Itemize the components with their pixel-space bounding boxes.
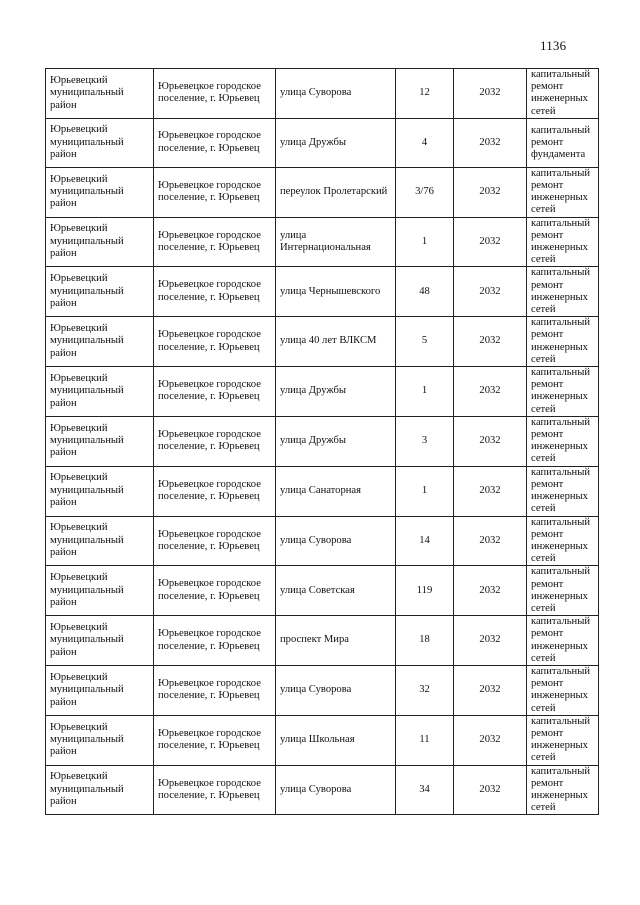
street-cell: улица 40 лет ВЛКСМ	[276, 317, 396, 367]
house-number-cell: 18	[396, 616, 454, 666]
year-cell: 2032	[454, 715, 527, 765]
house-number-cell: 14	[396, 516, 454, 566]
street-cell: улица Дружбы	[276, 416, 396, 466]
settlement-cell: Юрьевецкое городское поселение, г. Юрьевец	[154, 566, 276, 616]
work-type-cell: капитальный ремонт инженерных сетей	[527, 765, 599, 815]
house-number-cell: 119	[396, 566, 454, 616]
settlement-cell: Юрьевецкое городское поселение, г. Юрьевец	[154, 267, 276, 317]
street-cell: улица Дружбы	[276, 118, 396, 167]
district-cell: Юрьевецкий муниципальный район	[46, 566, 154, 616]
district-cell: Юрьевецкий муниципальный район	[46, 267, 154, 317]
table-row	[46, 267, 599, 317]
district-cell: Юрьевецкий муниципальный район	[46, 416, 154, 466]
table-row	[46, 616, 599, 666]
house-number-cell: 48	[396, 267, 454, 317]
house-number-cell: 5	[396, 317, 454, 367]
district-cell: Юрьевецкий муниципальный район	[46, 765, 154, 815]
year-cell: 2032	[454, 516, 527, 566]
year-cell: 2032	[454, 765, 527, 815]
year-cell: 2032	[454, 416, 527, 466]
district-cell: Юрьевецкий муниципальный район	[46, 616, 154, 666]
district-cell: Юрьевецкий муниципальный район	[46, 317, 154, 367]
work-type-cell: капитальный ремонт инженерных сетей	[527, 715, 599, 765]
table-row	[46, 367, 599, 417]
year-cell: 2032	[454, 367, 527, 417]
settlement-cell: Юрьевецкое городское поселение, г. Юрьевец	[154, 715, 276, 765]
year-cell: 2032	[454, 118, 527, 167]
table-row	[46, 665, 599, 715]
street-cell: улица Суворова	[276, 69, 396, 119]
district-cell: Юрьевецкий муниципальный район	[46, 167, 154, 217]
street-cell: переулок Пролетарский	[276, 167, 396, 217]
table-row	[46, 217, 599, 267]
year-cell: 2032	[454, 317, 527, 367]
street-cell: улица Дружбы	[276, 367, 396, 417]
house-number-cell: 34	[396, 765, 454, 815]
table-row	[46, 317, 599, 367]
street-cell: улица Суворова	[276, 765, 396, 815]
settlement-cell: Юрьевецкое городское поселение, г. Юрьевец	[154, 317, 276, 367]
work-type-cell: капитальный ремонт инженерных сетей	[527, 416, 599, 466]
work-type-cell: капитальный ремонт инженерных сетей	[527, 665, 599, 715]
table-row	[46, 466, 599, 516]
settlement-cell: Юрьевецкое городское поселение, г. Юрьевец	[154, 665, 276, 715]
work-type-cell: капитальный ремонт инженерных сетей	[527, 69, 599, 119]
district-cell: Юрьевецкий муниципальный район	[46, 466, 154, 516]
work-type-cell: капитальный ремонт инженерных сетей	[527, 516, 599, 566]
street-cell: улица Суворова	[276, 516, 396, 566]
work-type-cell: капитальный ремонт инженерных сетей	[527, 217, 599, 267]
house-number-cell: 1	[396, 466, 454, 516]
street-cell: улица Интернациональная	[276, 217, 396, 267]
work-type-cell: капитальный ремонт инженерных сетей	[527, 367, 599, 417]
work-type-cell: капитальный ремонт инженерных сетей	[527, 317, 599, 367]
year-cell: 2032	[454, 267, 527, 317]
table-row	[46, 516, 599, 566]
settlement-cell: Юрьевецкое городское поселение, г. Юрьевец	[154, 367, 276, 417]
work-type-cell: капитальный ремонт инженерных сетей	[527, 167, 599, 217]
page-number: 1136	[540, 38, 567, 53]
house-number-cell: 3	[396, 416, 454, 466]
year-cell: 2032	[454, 466, 527, 516]
year-cell: 2032	[454, 616, 527, 666]
year-cell: 2032	[454, 217, 527, 267]
table-row	[46, 167, 599, 217]
work-type-cell: капитальный ремонт фундамента	[527, 118, 599, 167]
repair-schedule-table	[45, 68, 599, 815]
table-row	[46, 416, 599, 466]
settlement-cell: Юрьевецкое городское поселение, г. Юрьевец	[154, 616, 276, 666]
work-type-cell: капитальный ремонт инженерных сетей	[527, 267, 599, 317]
house-number-cell: 4	[396, 118, 454, 167]
house-number-cell: 12	[396, 69, 454, 119]
district-cell: Юрьевецкий муниципальный район	[46, 69, 154, 119]
year-cell: 2032	[454, 566, 527, 616]
street-cell: улица Советская	[276, 566, 396, 616]
table-row	[46, 765, 599, 815]
house-number-cell: 11	[396, 715, 454, 765]
house-number-cell: 3/76	[396, 167, 454, 217]
work-type-cell: капитальный ремонт инженерных сетей	[527, 566, 599, 616]
district-cell: Юрьевецкий муниципальный район	[46, 715, 154, 765]
settlement-cell: Юрьевецкое городское поселение, г. Юрьевец	[154, 118, 276, 167]
district-cell: Юрьевецкий муниципальный район	[46, 516, 154, 566]
work-type-cell: капитальный ремонт инженерных сетей	[527, 616, 599, 666]
table-row	[46, 69, 599, 119]
street-cell: улица Суворова	[276, 665, 396, 715]
district-cell: Юрьевецкий муниципальный район	[46, 367, 154, 417]
district-cell: Юрьевецкий муниципальный район	[46, 665, 154, 715]
table-body	[46, 69, 599, 815]
settlement-cell: Юрьевецкое городское поселение, г. Юрьевец	[154, 516, 276, 566]
table-row	[46, 118, 599, 167]
street-cell: улица Школьная	[276, 715, 396, 765]
settlement-cell: Юрьевецкое городское поселение, г. Юрьевец	[154, 466, 276, 516]
year-cell: 2032	[454, 665, 527, 715]
house-number-cell: 32	[396, 665, 454, 715]
street-cell: проспект Мира	[276, 616, 396, 666]
table-row	[46, 566, 599, 616]
district-cell: Юрьевецкий муниципальный район	[46, 217, 154, 267]
house-number-cell: 1	[396, 217, 454, 267]
year-cell: 2032	[454, 167, 527, 217]
settlement-cell: Юрьевецкое городское поселение, г. Юрьевец	[154, 765, 276, 815]
settlement-cell: Юрьевецкое городское поселение, г. Юрьевец	[154, 69, 276, 119]
settlement-cell: Юрьевецкое городское поселение, г. Юрьевец	[154, 416, 276, 466]
year-cell: 2032	[454, 69, 527, 119]
settlement-cell: Юрьевецкое городское поселение, г. Юрьевец	[154, 217, 276, 267]
street-cell: улица Санаторная	[276, 466, 396, 516]
settlement-cell: Юрьевецкое городское поселение, г. Юрьевец	[154, 167, 276, 217]
house-number-cell: 1	[396, 367, 454, 417]
district-cell: Юрьевецкий муниципальный район	[46, 118, 154, 167]
table-row	[46, 715, 599, 765]
work-type-cell: капитальный ремонт инженерных сетей	[527, 466, 599, 516]
street-cell: улица Чернышевского	[276, 267, 396, 317]
